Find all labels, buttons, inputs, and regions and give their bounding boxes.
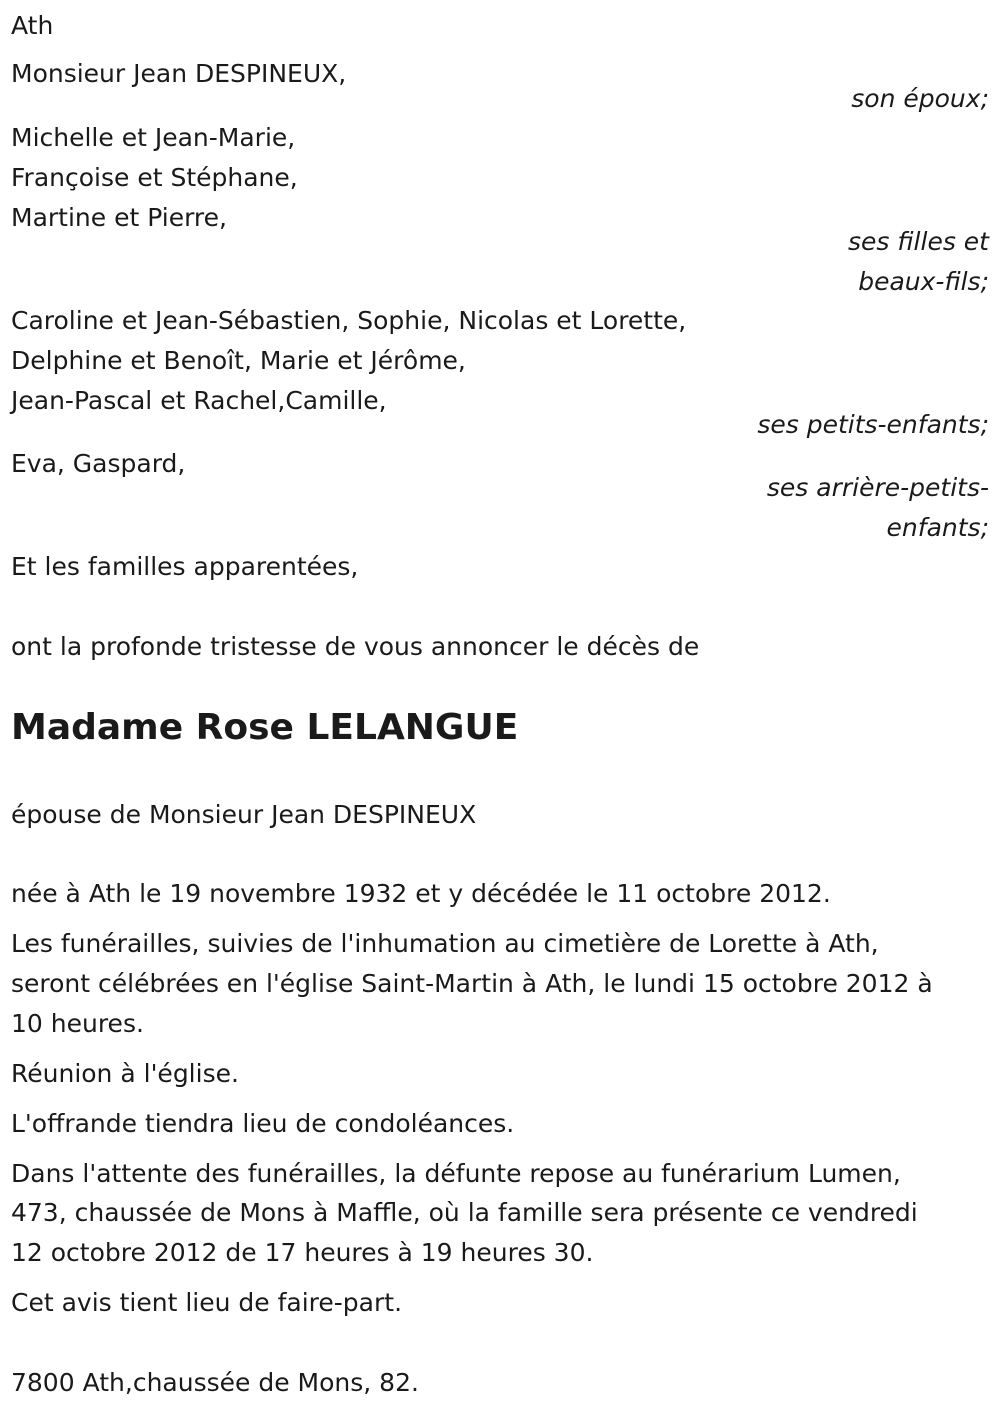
relatives-line: Et les familles apparentées, [11, 552, 359, 581]
great-grandchildren-role: enfants; [886, 513, 989, 542]
spouse-name: Monsieur Jean DESPINEUX, [11, 59, 347, 88]
notice-line: Cet avis tient lieu de faire-part. [11, 1288, 403, 1317]
announcement: ont la profonde tristesse de vous annoncer le décès de [11, 632, 700, 661]
daughter-line: Michelle et Jean-Marie, [11, 123, 296, 152]
deceased-name: Madame Rose LELANGUE [11, 707, 519, 748]
daughters-role: ses filles et [848, 227, 989, 256]
grandchildren-role: ses petits-enfants; [757, 410, 989, 439]
spouse-of: épouse de Monsieur Jean DESPINEUX [11, 800, 477, 829]
offering-note: L'offrande tiendra lieu de condoléances. [11, 1109, 515, 1138]
grandchildren-line: Caroline et Jean-Sébastien, Sophie, Nicolas et Lorette, [11, 306, 687, 335]
visitation-line: 12 octobre 2012 de 17 heures à 19 heures 30. [11, 1238, 594, 1267]
great-grandchildren-line: Eva, Gaspard, [11, 449, 186, 478]
spouse-role: son époux; [851, 84, 989, 113]
meeting-note: Réunion à l'église. [11, 1059, 239, 1088]
funeral-line: Les funérailles, suivies de l'inhumation au cimetière de Lorette à Ath, [11, 929, 879, 958]
location: Ath [11, 11, 54, 40]
address: 7800 Ath,chaussée de Mons, 82. [11, 1368, 419, 1397]
grandchildren-line: Jean-Pascal et Rachel,Camille, [11, 386, 387, 415]
visitation-line: 473, chaussée de Mons à Maffle, où la famille sera présente ce vendredi [11, 1198, 918, 1227]
visitation-line: Dans l'attente des funérailles, la défunte repose au funérarium Lumen, [11, 1159, 901, 1188]
daughter-line: Françoise et Stéphane, [11, 163, 298, 192]
grandchildren-line: Delphine et Benoît, Marie et Jérôme, [11, 346, 466, 375]
funeral-line: 10 heures. [11, 1009, 144, 1038]
great-grandchildren-role: ses arrière-petits- [766, 473, 989, 502]
birth-death: née à Ath le 19 novembre 1932 et y décédée le 11 octobre 2012. [11, 879, 831, 908]
daughter-line: Martine et Pierre, [11, 203, 227, 232]
funeral-line: seront célébrées en l'église Saint-Martin à Ath, le lundi 15 octobre 2012 à [11, 969, 933, 998]
daughters-role: beaux-fils; [858, 267, 989, 296]
